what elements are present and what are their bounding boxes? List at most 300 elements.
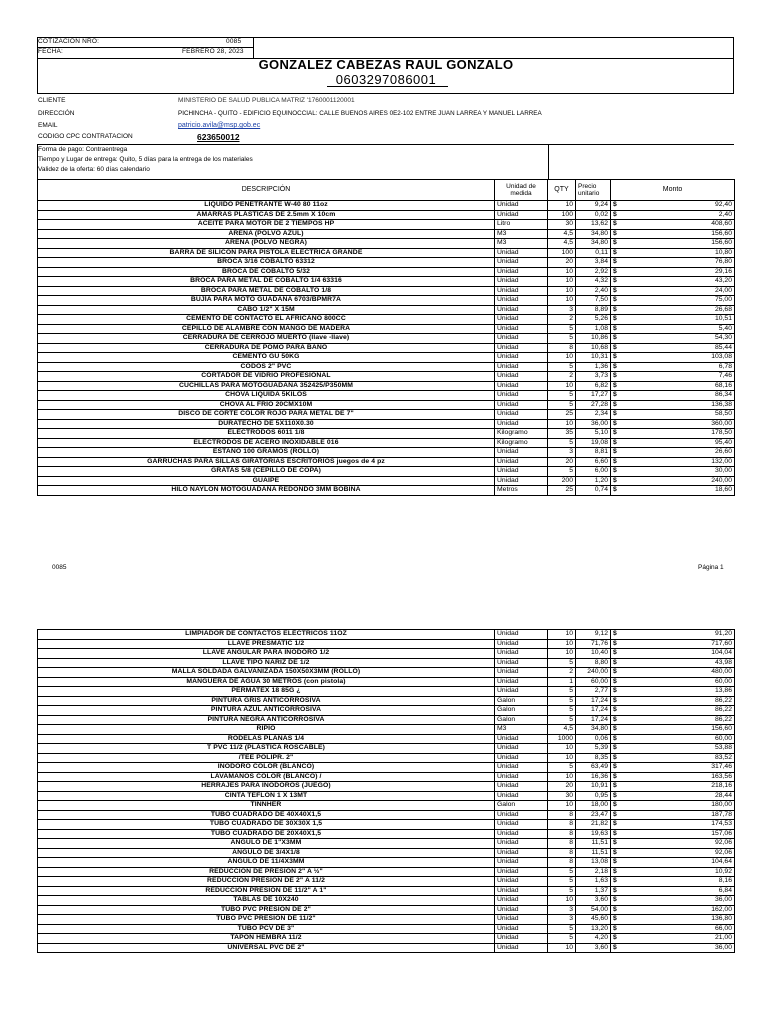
item-currency: $ bbox=[611, 334, 625, 344]
table-row bbox=[38, 753, 735, 763]
item-currency: $ bbox=[611, 258, 625, 268]
item-amount: 36,00 bbox=[625, 943, 735, 953]
table-row bbox=[38, 677, 735, 687]
table-row bbox=[38, 457, 735, 467]
item-unit: Unidad bbox=[495, 639, 548, 649]
item-price: 6,82 bbox=[576, 381, 611, 391]
vendor-name: GONZALEZ CABEZAS RAUL GONZALO bbox=[258, 57, 514, 72]
item-description: ACEITE PARA MOTOR DE 2 TIEMPOS HP bbox=[38, 220, 495, 230]
item-amount: 26,60 bbox=[625, 448, 735, 458]
item-unit: Unidad bbox=[495, 277, 548, 287]
item-qty: 3 bbox=[548, 905, 576, 915]
item-description: ELECTRODOS 6011 1/8 bbox=[38, 429, 495, 439]
item-currency: $ bbox=[611, 372, 625, 382]
item-qty: 10 bbox=[548, 419, 576, 429]
table-row bbox=[38, 820, 735, 830]
item-qty: 5 bbox=[548, 763, 576, 773]
table-row bbox=[38, 391, 735, 401]
item-qty: 4,5 bbox=[548, 239, 576, 249]
item-price: 17,27 bbox=[576, 391, 611, 401]
col-qty: QTY bbox=[548, 180, 576, 201]
item-price: 21,82 bbox=[576, 820, 611, 830]
item-unit: Unidad bbox=[495, 810, 548, 820]
item-unit: Litro bbox=[495, 220, 548, 230]
item-currency: $ bbox=[611, 410, 625, 420]
item-qty: 10 bbox=[548, 630, 576, 640]
item-amount: 174,53 bbox=[625, 820, 735, 830]
item-price: 3,60 bbox=[576, 896, 611, 906]
item-currency: $ bbox=[611, 381, 625, 391]
item-price: 9,24 bbox=[576, 201, 611, 211]
item-unit: Unidad bbox=[495, 210, 548, 220]
table-row bbox=[38, 734, 735, 744]
item-amount: 156,60 bbox=[625, 725, 735, 735]
item-unit: Unidad bbox=[495, 744, 548, 754]
items-table-page-1 bbox=[37, 179, 735, 496]
item-description: LAVAMANOS COLOR (BLANCO) / bbox=[38, 772, 495, 782]
item-price: 60,00 bbox=[576, 677, 611, 687]
item-price: 1,63 bbox=[576, 877, 611, 887]
item-currency: $ bbox=[611, 267, 625, 277]
item-amount: 178,50 bbox=[625, 429, 735, 439]
table-row bbox=[38, 943, 735, 953]
item-amount: 240,00 bbox=[625, 476, 735, 486]
table-row bbox=[38, 896, 735, 906]
item-qty: 8 bbox=[548, 343, 576, 353]
item-unit: Unidad bbox=[495, 896, 548, 906]
item-amount: 187,78 bbox=[625, 810, 735, 820]
item-qty: 5 bbox=[548, 924, 576, 934]
item-qty: 5 bbox=[548, 696, 576, 706]
item-qty: 5 bbox=[548, 467, 576, 477]
item-currency: $ bbox=[611, 687, 625, 697]
item-unit: Unidad bbox=[495, 400, 548, 410]
item-description: UNIVERSAL PVC DE 2" bbox=[38, 943, 495, 953]
item-description: CEMENTO GU 50KG bbox=[38, 353, 495, 363]
table-row bbox=[38, 267, 735, 277]
table-row bbox=[38, 848, 735, 858]
item-unit: Galon bbox=[495, 715, 548, 725]
table-row bbox=[38, 286, 735, 296]
item-description: TUBO CUADRADO DE 30X30X 1,5 bbox=[38, 820, 495, 830]
item-currency: $ bbox=[611, 305, 625, 315]
direccion-label: DIRECCIÓN bbox=[38, 110, 75, 117]
table-row bbox=[38, 429, 735, 439]
item-unit: Unidad bbox=[495, 267, 548, 277]
item-currency: $ bbox=[611, 791, 625, 801]
item-description: TAPON HEMBRA 11/2 bbox=[38, 934, 495, 944]
item-currency: $ bbox=[611, 858, 625, 868]
item-unit: Unidad bbox=[495, 315, 548, 325]
item-price: 3,60 bbox=[576, 943, 611, 953]
item-price: 34,80 bbox=[576, 229, 611, 239]
item-currency: $ bbox=[611, 429, 625, 439]
item-qty: 100 bbox=[548, 210, 576, 220]
col-precio: Precio unitario bbox=[576, 180, 611, 201]
table-row bbox=[38, 649, 735, 659]
item-description: LLAVE TIPO NARIZ DE 1/2 bbox=[38, 658, 495, 668]
table-row bbox=[38, 763, 735, 773]
item-amount: 180,00 bbox=[625, 801, 735, 811]
footer-quote-number: 0085 bbox=[52, 564, 67, 571]
item-currency: $ bbox=[611, 848, 625, 858]
item-currency: $ bbox=[611, 476, 625, 486]
table-row bbox=[38, 315, 735, 325]
item-qty: 25 bbox=[548, 486, 576, 496]
item-qty: 5 bbox=[548, 934, 576, 944]
item-currency: $ bbox=[611, 486, 625, 496]
item-description: TABLAS DE 10X240 bbox=[38, 896, 495, 906]
item-currency: $ bbox=[611, 915, 625, 925]
item-amount: 104,04 bbox=[625, 649, 735, 659]
item-unit: Kilogramo bbox=[495, 429, 548, 439]
item-currency: $ bbox=[611, 801, 625, 811]
item-description: T PVC 11/2 (PLÁSTICA ROSCABLE) bbox=[38, 744, 495, 754]
item-qty: 10 bbox=[548, 286, 576, 296]
item-currency: $ bbox=[611, 201, 625, 211]
item-description: TUBO PVC PRESIÓN DE 11/2" bbox=[38, 915, 495, 925]
table-row bbox=[38, 248, 735, 258]
item-price: 63,49 bbox=[576, 763, 611, 773]
item-amount: 43,98 bbox=[625, 658, 735, 668]
item-currency: $ bbox=[611, 210, 625, 220]
item-amount: 163,56 bbox=[625, 772, 735, 782]
item-description: BROCA PARA METAL DE COBALTO 1/8 bbox=[38, 286, 495, 296]
table-row bbox=[38, 744, 735, 754]
item-currency: $ bbox=[611, 829, 625, 839]
item-price: 4,20 bbox=[576, 934, 611, 944]
item-description: GARRUCHAS PARA SILLAS GIRATORIAS ESCRITORIOS juegos de 4 pz bbox=[38, 457, 495, 467]
item-price: 11,51 bbox=[576, 848, 611, 858]
item-price: 36,00 bbox=[576, 419, 611, 429]
item-description: PINTURA NEGRA ANTICORROSIVA bbox=[38, 715, 495, 725]
item-amount: 86,22 bbox=[625, 715, 735, 725]
item-currency: $ bbox=[611, 248, 625, 258]
item-price: 10,40 bbox=[576, 649, 611, 659]
fecha-label: FECHA: bbox=[38, 48, 64, 55]
item-qty: 10 bbox=[548, 744, 576, 754]
table-row bbox=[38, 810, 735, 820]
payment-terms: Forma de pago: Contraentrega bbox=[38, 146, 128, 153]
item-amount: 86,34 bbox=[625, 391, 735, 401]
item-price: 2,34 bbox=[576, 410, 611, 420]
table-row bbox=[38, 353, 735, 363]
item-qty: 10 bbox=[548, 639, 576, 649]
item-unit: Galon bbox=[495, 706, 548, 716]
item-price: 10,31 bbox=[576, 353, 611, 363]
item-price: 2,40 bbox=[576, 286, 611, 296]
item-price: 240,00 bbox=[576, 668, 611, 678]
table-row bbox=[38, 324, 735, 334]
item-description: HILO NAYLON MOTOGUADAÑA REDONDO 3MM BOBINA bbox=[38, 486, 495, 496]
item-unit: Unidad bbox=[495, 867, 548, 877]
item-amount: 13,86 bbox=[625, 687, 735, 697]
item-qty: 5 bbox=[548, 715, 576, 725]
item-unit: Unidad bbox=[495, 943, 548, 953]
table-row bbox=[38, 419, 735, 429]
item-currency: $ bbox=[611, 924, 625, 934]
item-currency: $ bbox=[611, 706, 625, 716]
item-amount: 60,00 bbox=[625, 734, 735, 744]
item-qty: 10 bbox=[548, 277, 576, 287]
item-unit: Unidad bbox=[495, 791, 548, 801]
item-qty: 10 bbox=[548, 896, 576, 906]
vendor-id: 0603297086001 bbox=[335, 72, 437, 87]
table-header-row bbox=[38, 180, 735, 201]
table-row bbox=[38, 782, 735, 792]
item-qty: 10 bbox=[548, 296, 576, 306]
item-currency: $ bbox=[611, 867, 625, 877]
item-price: 5,39 bbox=[576, 744, 611, 754]
item-qty: 8 bbox=[548, 839, 576, 849]
table-row bbox=[38, 905, 735, 915]
item-unit: Unidad bbox=[495, 419, 548, 429]
item-amount: 157,06 bbox=[625, 829, 735, 839]
item-price: 17,24 bbox=[576, 696, 611, 706]
item-amount: 21,00 bbox=[625, 934, 735, 944]
item-unit: Unidad bbox=[495, 687, 548, 697]
item-amount: 60,00 bbox=[625, 677, 735, 687]
item-qty: 8 bbox=[548, 820, 576, 830]
item-amount: 24,00 bbox=[625, 286, 735, 296]
item-unit: Galon bbox=[495, 801, 548, 811]
cpc-label: CODIGO CPC CONTRATACION bbox=[38, 133, 133, 140]
table-row bbox=[38, 858, 735, 868]
item-amount: 36,00 bbox=[625, 896, 735, 906]
item-description: INODORO COLOR (BLANCO) bbox=[38, 763, 495, 773]
item-currency: $ bbox=[611, 782, 625, 792]
table-row bbox=[38, 791, 735, 801]
item-unit: Unidad bbox=[495, 877, 548, 887]
item-qty: 5 bbox=[548, 687, 576, 697]
item-unit: Unidad bbox=[495, 476, 548, 486]
item-amount: 7,46 bbox=[625, 372, 735, 382]
item-price: 9,12 bbox=[576, 630, 611, 640]
col-unidad: Unidad de medida bbox=[495, 180, 548, 201]
table-row bbox=[38, 867, 735, 877]
item-unit: Unidad bbox=[495, 362, 548, 372]
item-amount: 92,06 bbox=[625, 839, 735, 849]
item-qty: 3 bbox=[548, 305, 576, 315]
table-row bbox=[38, 372, 735, 382]
item-description: RODELAS PLANAS 1/4 bbox=[38, 734, 495, 744]
item-amount: 317,46 bbox=[625, 763, 735, 773]
item-unit: M3 bbox=[495, 725, 548, 735]
item-currency: $ bbox=[611, 639, 625, 649]
item-qty: 10 bbox=[548, 801, 576, 811]
item-amount: 103,08 bbox=[625, 353, 735, 363]
email-link[interactable]: patricio.avila@msp.gob.ec bbox=[178, 122, 261, 129]
item-description: CEMENTO DE CONTACTO EL AFRICANO 800CC bbox=[38, 315, 495, 325]
item-description: CORTADOR DE VIDRIO PROFESIONAL bbox=[38, 372, 495, 382]
item-description: ANGULO DE 1"X3MM bbox=[38, 839, 495, 849]
item-price: 4,32 bbox=[576, 277, 611, 287]
item-currency: $ bbox=[611, 772, 625, 782]
item-amount: 480,00 bbox=[625, 668, 735, 678]
validity-terms: Validez de la oferta: 60 días calendario bbox=[38, 166, 150, 173]
item-price: 8,35 bbox=[576, 753, 611, 763]
item-unit: Unidad bbox=[495, 668, 548, 678]
item-unit: Unidad bbox=[495, 381, 548, 391]
item-amount: 76,80 bbox=[625, 258, 735, 268]
item-amount: 86,22 bbox=[625, 696, 735, 706]
table-row bbox=[38, 210, 735, 220]
table-row bbox=[38, 343, 735, 353]
item-description: ARENA (POLVO NEGRA) bbox=[38, 239, 495, 249]
item-price: 2,92 bbox=[576, 267, 611, 277]
item-currency: $ bbox=[611, 943, 625, 953]
item-unit: Unidad bbox=[495, 353, 548, 363]
item-price: 0,95 bbox=[576, 791, 611, 801]
item-price: 0,02 bbox=[576, 210, 611, 220]
item-description: DURATECHO DE 5X110X0.30 bbox=[38, 419, 495, 429]
item-currency: $ bbox=[611, 457, 625, 467]
item-currency: $ bbox=[611, 649, 625, 659]
item-currency: $ bbox=[611, 391, 625, 401]
item-unit: Unidad bbox=[495, 248, 548, 258]
item-price: 3,84 bbox=[576, 258, 611, 268]
footer-page-number: Página 1 bbox=[698, 564, 724, 571]
item-currency: $ bbox=[611, 896, 625, 906]
item-price: 19,63 bbox=[576, 829, 611, 839]
item-qty: 5 bbox=[548, 706, 576, 716]
item-amount: 136,80 bbox=[625, 915, 735, 925]
item-amount: 75,00 bbox=[625, 296, 735, 306]
item-unit: Unidad bbox=[495, 649, 548, 659]
item-unit: Unidad bbox=[495, 848, 548, 858]
item-qty: 30 bbox=[548, 791, 576, 801]
item-currency: $ bbox=[611, 820, 625, 830]
table-row bbox=[38, 706, 735, 716]
direccion-value: PICHINCHA - QUITO - EDIFICIO EQUINOCCIAL: CALLE BUENOS AIRES 0E2-102 ENTRE JUAN LARREA Y MANUEL LARREA bbox=[178, 110, 542, 117]
item-description: TUBO CUADRADO DE 20X40X1,5 bbox=[38, 829, 495, 839]
item-qty: 4,5 bbox=[548, 229, 576, 239]
item-qty: 3 bbox=[548, 448, 576, 458]
item-currency: $ bbox=[611, 725, 625, 735]
item-currency: $ bbox=[611, 696, 625, 706]
delivery-terms: Tiempo y Lugar de entrega: Quito, 5 días para la entrega de los materiales bbox=[38, 156, 253, 163]
item-unit: Unidad bbox=[495, 391, 548, 401]
item-qty: 8 bbox=[548, 829, 576, 839]
item-description: CINTA TEFLON 1 X 13MT bbox=[38, 791, 495, 801]
item-amount: 717,60 bbox=[625, 639, 735, 649]
item-description: /TEE POLIPR. 2" bbox=[38, 753, 495, 763]
item-currency: $ bbox=[611, 886, 625, 896]
item-amount: 104,64 bbox=[625, 858, 735, 868]
item-description: MALLA SOLDADA GALVANIZADA 150X50X3MM (ROLLO) bbox=[38, 668, 495, 678]
item-description: BROCA 3/16 COBALTO 63312 bbox=[38, 258, 495, 268]
item-price: 27,28 bbox=[576, 400, 611, 410]
item-qty: 20 bbox=[548, 258, 576, 268]
table-row bbox=[38, 220, 735, 230]
item-unit: Unidad bbox=[495, 305, 548, 315]
table-row bbox=[38, 915, 735, 925]
item-qty: 8 bbox=[548, 848, 576, 858]
item-currency: $ bbox=[611, 438, 625, 448]
item-price: 2,18 bbox=[576, 867, 611, 877]
item-amount: 10,80 bbox=[625, 248, 735, 258]
item-qty: 10 bbox=[548, 201, 576, 211]
cotizacion-label: COTIZACIÓN NRO: bbox=[38, 38, 100, 45]
item-amount: 83,52 bbox=[625, 753, 735, 763]
table-row bbox=[38, 715, 735, 725]
item-qty: 8 bbox=[548, 810, 576, 820]
item-price: 5,26 bbox=[576, 315, 611, 325]
item-price: 6,00 bbox=[576, 467, 611, 477]
item-qty: 5 bbox=[548, 334, 576, 344]
item-qty: 1000 bbox=[548, 734, 576, 744]
item-description: AMARRAS PLÁSTICAS DE 2.5mm X 10cm bbox=[38, 210, 495, 220]
item-unit: Unidad bbox=[495, 258, 548, 268]
item-qty: 10 bbox=[548, 353, 576, 363]
item-amount: 408,60 bbox=[625, 220, 735, 230]
item-description: CEPILLO DE ALAMBRE CON MANGO DE MADERA bbox=[38, 324, 495, 334]
cpc-value: 623650012 bbox=[197, 132, 240, 142]
item-amount: 43,20 bbox=[625, 277, 735, 287]
item-amount: 10,51 bbox=[625, 315, 735, 325]
item-price: 34,80 bbox=[576, 725, 611, 735]
item-currency: $ bbox=[611, 343, 625, 353]
item-qty: 20 bbox=[548, 457, 576, 467]
item-unit: Unidad bbox=[495, 410, 548, 420]
item-price: 16,36 bbox=[576, 772, 611, 782]
item-price: 1,08 bbox=[576, 324, 611, 334]
item-currency: $ bbox=[611, 763, 625, 773]
item-description: REDUCCION PRESION DE 2" A 11/2 bbox=[38, 877, 495, 887]
table-row bbox=[38, 839, 735, 849]
item-price: 7,50 bbox=[576, 296, 611, 306]
item-price: 18,00 bbox=[576, 801, 611, 811]
item-amount: 8,16 bbox=[625, 877, 735, 887]
item-qty: 200 bbox=[548, 476, 576, 486]
item-qty: 5 bbox=[548, 886, 576, 896]
item-qty: 5 bbox=[548, 362, 576, 372]
item-description: TUBO PCV DE 3" bbox=[38, 924, 495, 934]
table-row bbox=[38, 801, 735, 811]
item-description: ELECTRODOS DE ACERO INOXIDABLE 016 bbox=[38, 438, 495, 448]
item-description: REDUCCION PRESION DE 11/2" A 1" bbox=[38, 886, 495, 896]
item-amount: 360,00 bbox=[625, 419, 735, 429]
table-row bbox=[38, 486, 735, 496]
table-row bbox=[38, 630, 735, 640]
table-row bbox=[38, 400, 735, 410]
item-currency: $ bbox=[611, 744, 625, 754]
item-unit: Unidad bbox=[495, 772, 548, 782]
table-row bbox=[38, 305, 735, 315]
item-description: RIPIO bbox=[38, 725, 495, 735]
table-row bbox=[38, 381, 735, 391]
item-amount: 26,68 bbox=[625, 305, 735, 315]
fecha-value: FEBRERO 28, 2023 bbox=[182, 48, 244, 55]
item-description: CERRADURA DE POMO PARA BAÑO bbox=[38, 343, 495, 353]
item-description: ANGULO DE 11/4X3MM bbox=[38, 858, 495, 868]
item-amount: 85,44 bbox=[625, 343, 735, 353]
item-qty: 5 bbox=[548, 400, 576, 410]
cotizacion-number: 0085 bbox=[226, 38, 242, 45]
item-qty: 10 bbox=[548, 381, 576, 391]
item-qty: 1 bbox=[548, 677, 576, 687]
item-qty: 100 bbox=[548, 248, 576, 258]
table-row bbox=[38, 410, 735, 420]
item-price: 10,68 bbox=[576, 343, 611, 353]
item-description: BROCA PARA METAL DE COBALTO 1/4 63316 bbox=[38, 277, 495, 287]
item-amount: 92,06 bbox=[625, 848, 735, 858]
item-description: GRATAS 5/8 (CEPILLO DE COPA) bbox=[38, 467, 495, 477]
table-row bbox=[38, 924, 735, 934]
item-price: 2,77 bbox=[576, 687, 611, 697]
table-row bbox=[38, 467, 735, 477]
table-row bbox=[38, 258, 735, 268]
